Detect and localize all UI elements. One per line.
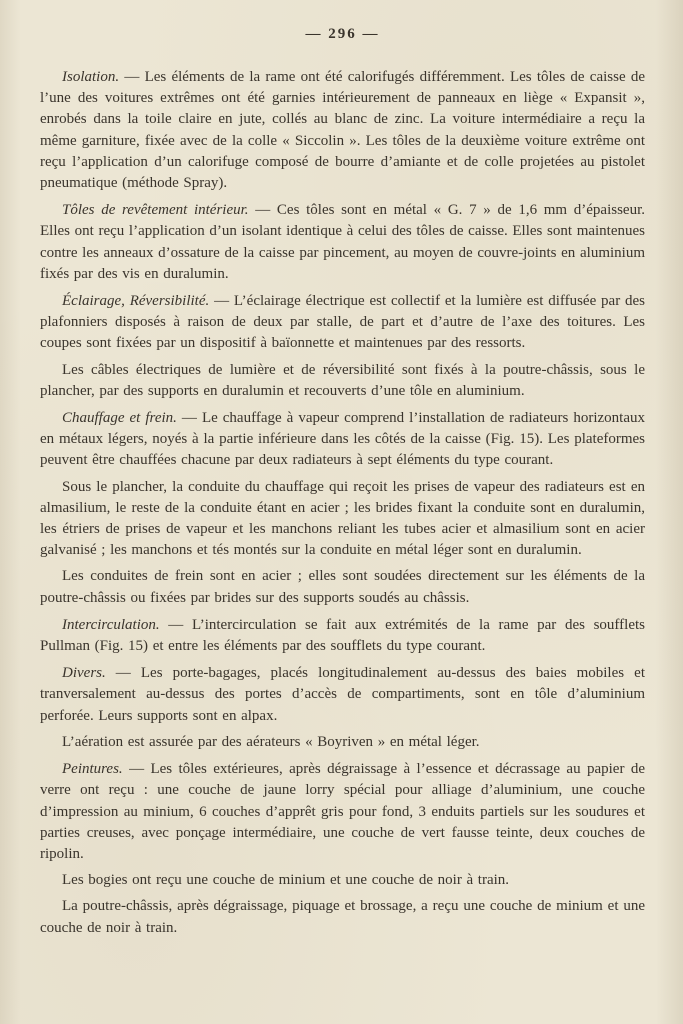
paragraph — [40, 408, 645, 472]
paragraph-text: L’aération est assurée par des aérateurs « Boyriven » en métal léger. — [62, 733, 480, 750]
paragraph-text: Les éléments de la rame ont été calorifugés différemment. Les tôles de caisse de l’une des voitures extrêmes ont été garnies intérieurement de panneaux en liège « Expansit », enrobés dans la toile claire en jute, collés au blanc de zinc. La voiture intermédiaire a reçu la même garniture, fixée avec de la colle « Siccolin ». Les tôles de la deuxième voiture extrême ont reçu l’application d’un calorifuge composé de bourre d’amiante et de colle projetées au pistolet pneumatique (méthode Spray). — [40, 69, 645, 192]
lead-separator: — — [176, 410, 202, 427]
paragraph-text: L’intercirculation se fait aux extrémités de la rame par des soufflets Pullman (Fig. 15) et entre les éléments par des soufflets du type courant. — [40, 616, 645, 655]
paragraph-text: La poutre-châssis, après dégraissage, piquage et brossage, a reçu une couche de minium et une couche de noir à train. — [40, 898, 645, 936]
lead-separator: — — [209, 293, 234, 310]
paragraph — [40, 615, 645, 657]
paragraph-lead: Chauffage et frein. — [62, 410, 177, 427]
paragraph — [40, 732, 645, 753]
lead-separator: — — [248, 202, 277, 219]
paragraph-text: Sous le plancher, la conduite du chauffage qui reçoit les prises de vapeur des radiateurs est en almasilium, le reste de la conduite étant en acier ; les brides fixant la conduite sont en duralumin, les étriers de prises de vapeur et les manchons reliant les tubes acier et almasilium sont en acier galvanisé ; les manchons et tés montés sur la conduite en métal léger sont en duralumin. — [40, 478, 645, 559]
paragraph-text: Les câbles électriques de lumière et de réversibilité sont fixés à la poutre-châssis, sous le plancher, par des supports en duralumin et recouverts d’une tôle en aluminium. — [40, 361, 645, 399]
lead-separator: — — [119, 69, 145, 85]
paragraph — [40, 663, 645, 727]
paragraph-lead: Intercirculation. — [62, 616, 160, 633]
lead-separator: — — [105, 665, 141, 682]
paragraph-text: Les conduites de frein sont en acier ; elles sont soudées directement sur les éléments de la poutre-châssis ou fixées par brides sur des supports soudés au châssis. — [40, 568, 645, 606]
paragraph-lead: Divers. — [62, 665, 106, 682]
paragraph — [40, 870, 645, 891]
paragraph — [40, 291, 645, 355]
paragraph — [40, 477, 645, 562]
paragraph-text: Les tôles extérieures, après dégraissage à l’essence et décrassage au papier de verre ont reçu : une couche de jaune lorry spécial pour alliage d’aluminium, une couche d’impression au minium, 6 couches d’apprêt gris pour fond, 3 enduits partiels sur les soudures et parties creuses, avec ponçage intermédiaire, une couche de vert fausse teinte, deux couches de ripolin. — [40, 761, 645, 862]
paragraph-text: Le chauffage à vapeur comprend l’installation de radiateurs horizontaux en métaux légers, noyés à la partie inférieure dans les côtés de la caisse (Fig. 15). Les plateformes peuvent être chauffées chacune par deux radiateurs à sept éléments du type courant. — [40, 410, 645, 469]
page-number: — 296 — — [305, 26, 380, 42]
paragraph-lead: Tôles de revêtement intérieur. — [62, 202, 249, 219]
paragraph — [40, 67, 645, 194]
page-body — [40, 67, 645, 939]
lead-separator: — — [122, 761, 151, 778]
paragraph-lead: Éclairage, Réversibilité. — [62, 293, 210, 310]
lead-separator: — — [159, 616, 192, 633]
paragraph — [40, 759, 645, 865]
paragraph — [40, 360, 645, 402]
paragraph-lead: Peintures. — [62, 761, 123, 778]
paragraph-text: Les bogies ont reçu une couche de minium et une couche de noir à train. — [62, 872, 510, 889]
paragraph — [40, 896, 645, 938]
paragraph-text: Ces tôles sont en métal « G. 7 » de 1,6 mm d’épaisseur. Elles ont reçu l’application d’un isolant identique à celui des tôles de caisse. Elles sont maintenues contre les anneaux d’ossature de la caisse par pincement, au moyen de couvre-joints en aluminium fixés par des vis en duralumin. — [40, 202, 646, 282]
paragraph-text: Les porte-bagages, placés longitudinalement au-dessus des baies mobiles et tranversalement au-dessus des portes d’accès de compartiments, sont en tôle d’aluminium perforée. Leurs supports sont en alpax. — [40, 665, 645, 724]
paragraph — [40, 200, 645, 285]
paragraph-lead: Isolation. — [62, 69, 120, 85]
page-header — [40, 26, 645, 43]
paragraph — [40, 566, 645, 608]
paragraph-text: L’éclairage électrique est collectif et la lumière est diffusée par des plafonniers disposés à raison de deux par stalle, de part et d’autre de l’axe des toitures. Les coupes sont fixées par un dispositif à baïonnette et maintenues par des ressorts. — [40, 293, 645, 352]
